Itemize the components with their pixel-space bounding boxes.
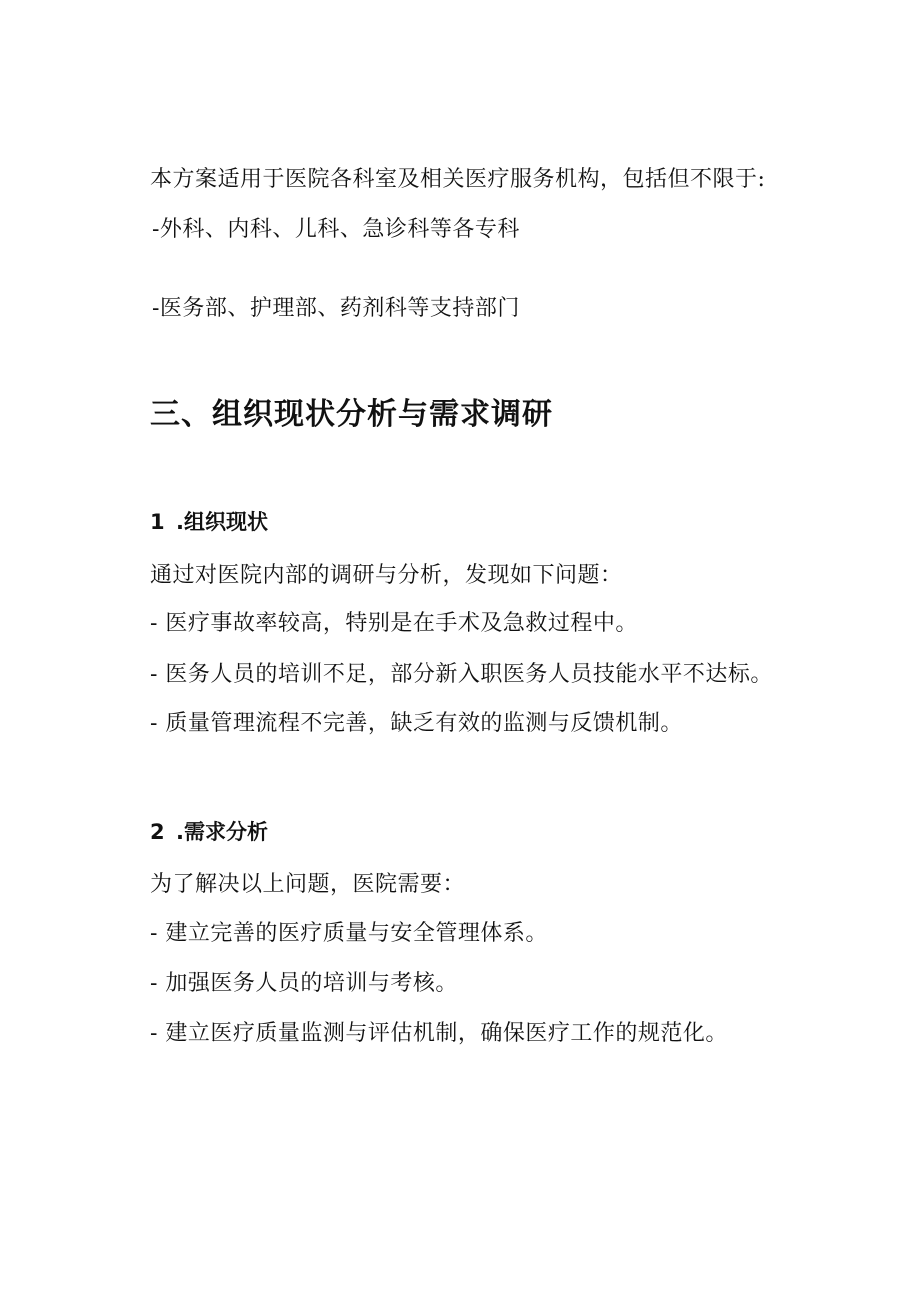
needs-item: - 加强医务人员的培训与考核。 <box>150 971 458 996</box>
subsection-heading-needs <box>150 817 268 847</box>
subsection-title: .组织现状 <box>176 510 268 534</box>
subsection-number: 1 <box>150 510 165 534</box>
status-item: - 医务人员的培训不足，部分新入职医务人员技能水平不达标。 <box>150 662 773 687</box>
scope-item-specialties: -外科、内科、儿科、急诊科等各专科 <box>152 217 520 242</box>
scope-intro: 本方案适用于医院各科室及相关医疗服务机构，包括但不限于: <box>150 167 766 192</box>
scope-item-support-departments: -医务部、护理部、药剂科等支持部门 <box>152 296 520 321</box>
status-item: - 医疗事故率较高，特别是在手术及急救过程中。 <box>150 611 638 636</box>
needs-intro: 为了解决以上问题，医院需要： <box>150 872 466 897</box>
needs-item: - 建立医疗质量监测与评估机制，确保医疗工作的规范化。 <box>150 1021 728 1046</box>
subsection-heading-status <box>150 507 268 537</box>
needs-item: - 建立完善的医疗质量与安全管理体系。 <box>150 921 548 946</box>
section-heading: 三、组织现状分析与需求调研 <box>150 397 553 432</box>
status-intro: 通过对医院内部的调研与分析，发现如下问题： <box>150 563 623 588</box>
subsection-number: 2 <box>150 820 165 844</box>
status-item: - 质量管理流程不完善，缺乏有效的监测与反馈机制。 <box>150 711 683 736</box>
subsection-title: .需求分析 <box>176 820 268 844</box>
